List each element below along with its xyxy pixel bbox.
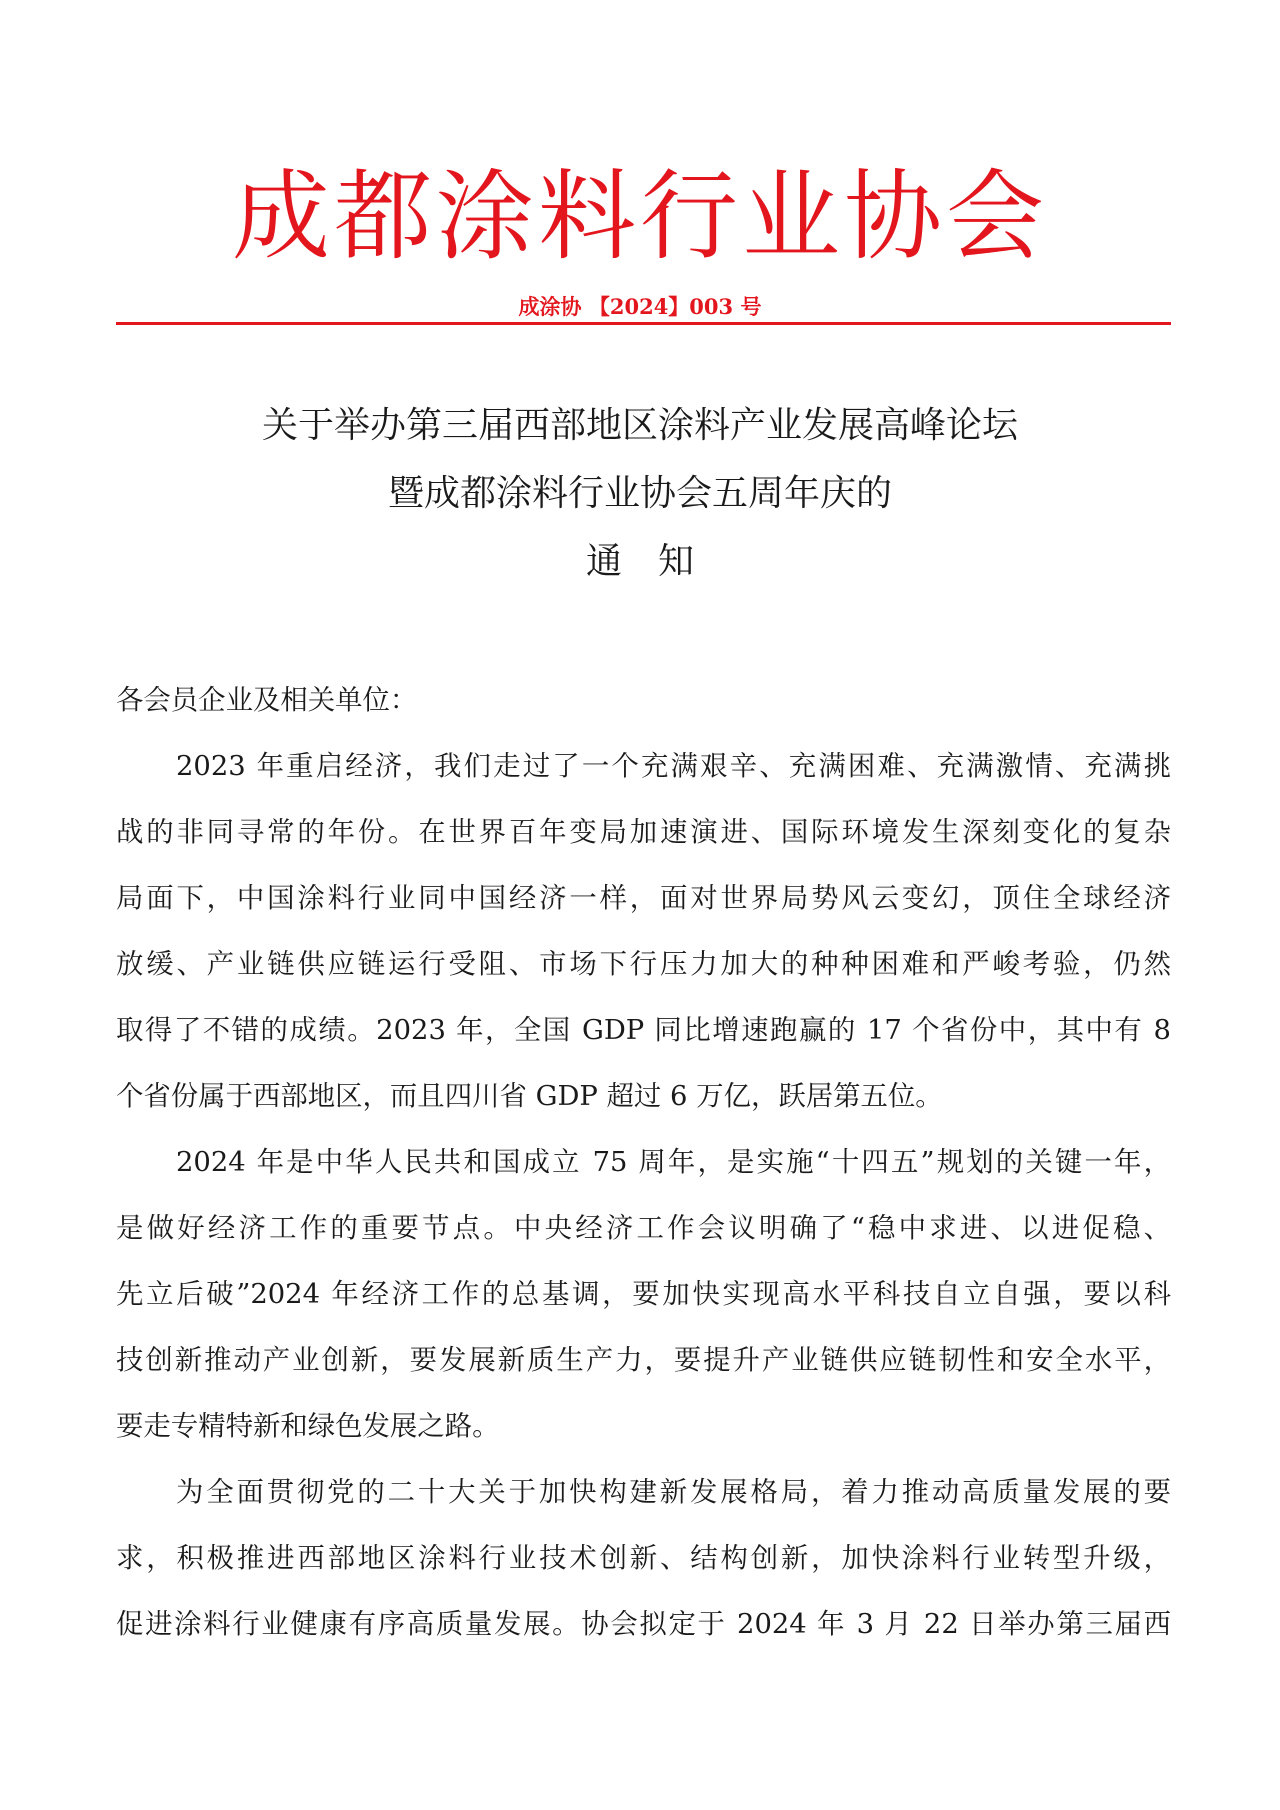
paragraph-line: 2024 年是中华人民共和国成立 75 周年，是实施“十四五”规划的关键一年， xyxy=(176,1147,1171,1178)
paragraph-line: 放缓、产业链供应链运行受阻、市场下行压力加大的种种困难和严峻考验，仍然 xyxy=(116,949,1171,980)
paragraph-line: 先立后破”2024 年经济工作的总基调，要加快实现高水平科技自立自强，要以科 xyxy=(116,1279,1171,1310)
paragraph-line: 取得了不错的成绩。2023 年，全国 GDP 同比增速跑赢的 17 个省份中，其中有 8 xyxy=(116,1015,1171,1046)
notice-title-line-1: 关于举办第三届西部地区涂料产业发展高峰论坛 xyxy=(261,405,1018,446)
paragraph-line: 是做好经济工作的重要节点。中央经济工作会议明确了“稳中求进、以进促稳、 xyxy=(116,1213,1171,1244)
red-header-rule xyxy=(116,322,1171,325)
paragraph-line: 局面下，中国涂料行业同中国经济一样，面对世界局势风云变幻，顶住全球经济 xyxy=(116,883,1171,914)
paragraph-line: 2023 年重启经济，我们走过了一个充满艰辛、充满困难、充满激情、充满挑 xyxy=(176,751,1171,782)
paragraph-line: 战的非同寻常的年份。在世界百年变局加速演进、国际环境发生深刻变化的复杂 xyxy=(116,817,1171,848)
document-number: 成涂协 【2024】003 号 xyxy=(518,294,762,319)
paragraph-line: 促进涂料行业健康有序高质量发展。协会拟定于 2024 年 3 月 22 日举办第三届西 xyxy=(116,1609,1171,1640)
organization-name: 成都涂料行业协会 xyxy=(231,160,1048,274)
paragraph-line: 要走专精特新和绿色发展之路。 xyxy=(116,1411,500,1442)
notice-title-line-2: 暨成都涂料行业协会五周年庆的 xyxy=(387,473,892,514)
salutation: 各会员企业及相关单位： xyxy=(116,685,418,716)
paragraph-line: 为全面贯彻党的二十大关于加快构建新发展格局，着力推动高质量发展的要 xyxy=(176,1477,1171,1508)
paragraph-line: 个省份属于西部地区，而且四川省 GDP 超过 6 万亿，跃居第五位。 xyxy=(116,1081,943,1112)
paragraph-line: 求，积极推进西部地区涂料行业技术创新、结构创新，加快涂料行业转型升级， xyxy=(116,1543,1171,1574)
paragraph-line: 技创新推动产业创新，要发展新质生产力，要提升产业链供应链韧性和安全水平， xyxy=(116,1345,1171,1376)
notice-title-line-3: 通知 xyxy=(585,541,730,582)
